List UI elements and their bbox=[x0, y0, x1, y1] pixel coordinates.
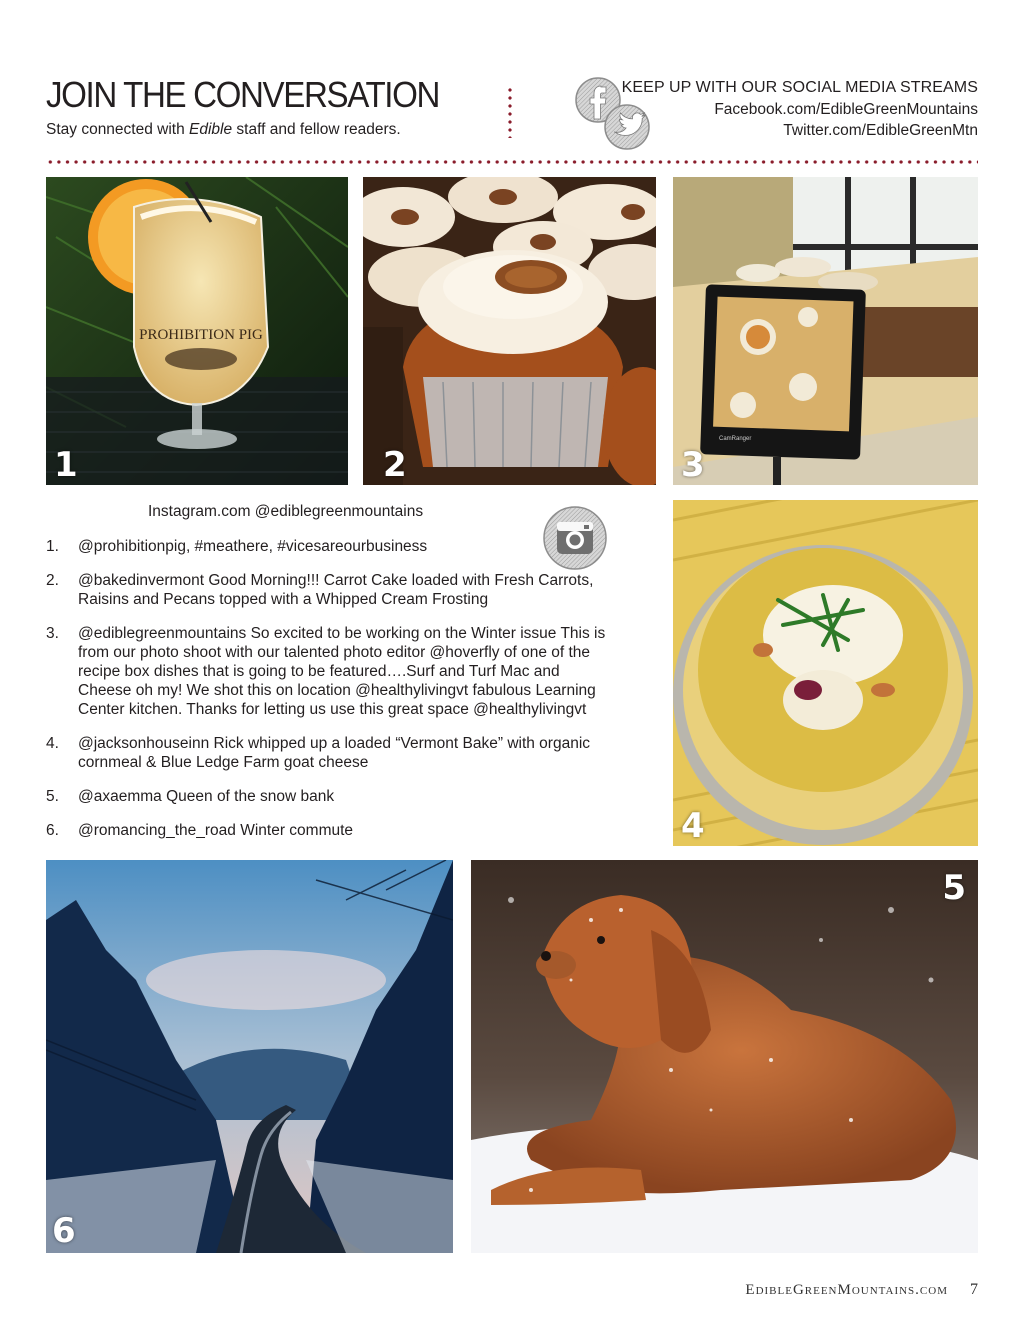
photo-5-golden-retriever bbox=[471, 860, 978, 1253]
twitter-link[interactable]: Twitter.com/EdibleGreenMtn bbox=[783, 122, 978, 139]
list-item: 5. @axaemma Queen of the snow bank bbox=[46, 788, 335, 805]
list-item: 2. @bakedinvermont Good Morning!!! Carrot Cake loaded with Fresh Carrots, Raisins and Pecans topped with a Whipped Cream Frosting bbox=[46, 572, 594, 608]
photo-4-cornmeal-bake bbox=[673, 500, 978, 846]
photo-1-cocktail bbox=[46, 177, 348, 485]
photo-number-1: 1 bbox=[54, 445, 78, 485]
footer-site[interactable]: EdibleGreenMountains.com bbox=[745, 1282, 948, 1298]
page-subtitle: Stay connected with Edible staff and fellow readers. bbox=[46, 121, 401, 138]
page-title: JOIN THE CONVERSATION bbox=[46, 74, 440, 115]
horizontal-dotted-divider bbox=[46, 159, 978, 165]
social-heading: KEEP UP WITH OUR SOCIAL MEDIA STREAMS bbox=[621, 79, 978, 96]
list-item: 4. @jacksonhouseinn Rick whipped up a loaded “Vermont Bake” with organic cornmeal & Blue Ledge Farm goat cheese bbox=[46, 735, 591, 771]
vertical-dotted-divider bbox=[508, 86, 512, 138]
photo-3-tablet bbox=[673, 177, 978, 485]
photo-6-winter-road bbox=[46, 860, 453, 1253]
instagram-heading[interactable]: Instagram.com @ediblegreenmountains bbox=[148, 503, 424, 520]
edible-brand-word: Edible bbox=[189, 121, 233, 138]
photo-number-3: 3 bbox=[681, 445, 705, 485]
page-number: 7 bbox=[970, 1281, 978, 1298]
list-item: 6. @romancing_the_road Winter commute bbox=[46, 822, 354, 839]
twitter-icon[interactable] bbox=[605, 105, 649, 149]
photo-2-cupcakes bbox=[363, 177, 656, 485]
list-item: 1. @prohibitionpig, #meathere, #vicesareourbusiness bbox=[46, 538, 428, 555]
photo-number-5: 5 bbox=[942, 868, 966, 908]
instagram-post-list bbox=[46, 537, 616, 855]
list-item: 3. @ediblegreenmountains So excited to be working on the Winter issue This is from our photo shoot with our talented photo editor @hoverfly of one of the recipe box dishes that is going to be featured….Surf and Turf Mac and Cheese oh my! We shot this on location @healthylivingvt fabulous Learning Center kitchen. Thanks for letting us use this great space @healthylivingvt bbox=[46, 625, 606, 718]
tablet-app-label: CamRanger bbox=[719, 436, 752, 442]
glass-label: PROHIBITION PIG bbox=[139, 327, 263, 343]
photo-number-4: 4 bbox=[681, 806, 705, 846]
photo-number-6: 6 bbox=[52, 1211, 76, 1251]
facebook-link[interactable]: Facebook.com/EdibleGreenMountains bbox=[714, 101, 978, 118]
photo-number-2: 2 bbox=[383, 445, 407, 485]
